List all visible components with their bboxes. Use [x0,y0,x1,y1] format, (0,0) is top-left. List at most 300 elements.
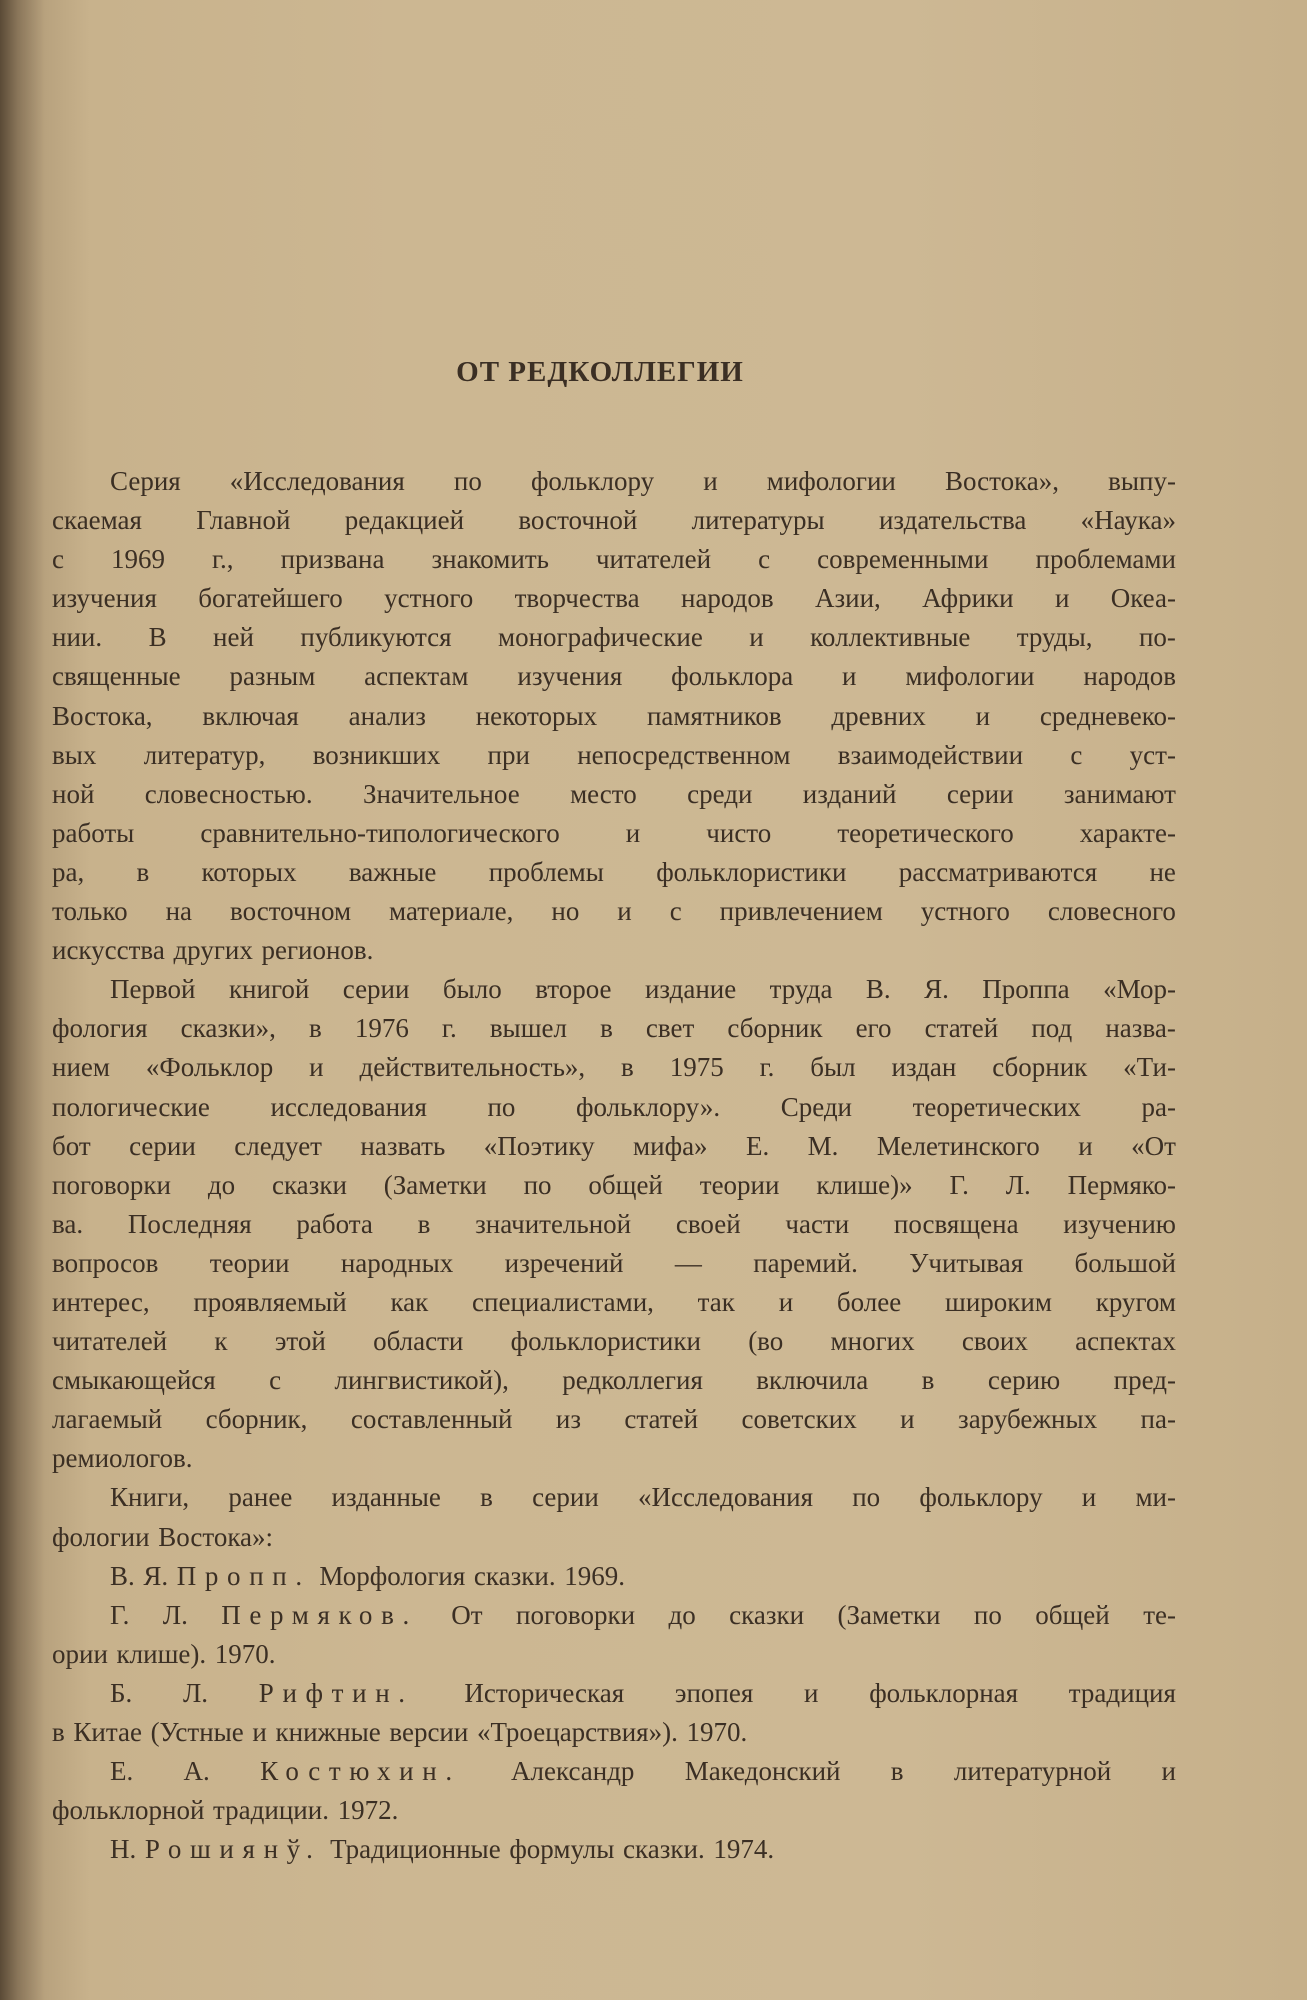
page-body [52,462,1176,1869]
word: 1969 [111,544,165,575]
word: 1974. [713,1834,775,1865]
word: части [785,1208,850,1239]
word: и [1081,1482,1097,1513]
word: Морфология [319,1560,466,1591]
word: (Устные [150,1717,244,1747]
author-name: Рифтин. [258,1677,414,1708]
word: ней [213,622,254,653]
book-entry-line [52,1713,1176,1752]
word: занимают [1063,778,1176,809]
word: ной [52,778,95,809]
word: к [214,1326,228,1357]
book-entry-line [52,1674,1176,1713]
word: изданные [331,1482,441,1513]
word: и [625,817,641,848]
word: включая [202,700,299,731]
paragraph-line [52,1400,1176,1439]
word: материале, [389,896,514,927]
word: следует [234,1130,322,1161]
word: и [1054,583,1070,614]
paragraph-line [52,892,1176,931]
word: по [487,1091,516,1122]
word: и [703,466,718,496]
word: древних [831,700,926,731]
word: Е. [745,1130,770,1161]
word: посвящена [893,1208,1019,1239]
word: и [842,661,857,692]
word: эпопея [674,1677,754,1708]
word: значительной [475,1208,632,1239]
word: 1970. [214,1638,276,1669]
word: ремиологов. [52,1443,193,1474]
paragraph-line [52,1439,1176,1478]
word: мифа» [633,1130,708,1161]
word: Л. [1005,1169,1031,1200]
word: книжные [275,1717,381,1747]
word: как [390,1286,429,1317]
word: Н. [110,1834,137,1865]
paragraph-line [52,1518,1176,1557]
word: читателей [52,1326,168,1357]
word: уст- [1129,739,1176,770]
word: специалистами, [472,1286,654,1317]
word: нием [52,1052,110,1083]
word: место [570,778,637,809]
word: проблемы [488,856,604,887]
word: па- [1140,1404,1176,1435]
paragraph-line [52,462,1176,501]
word: Востока», [944,466,1060,496]
word: вых [52,739,97,770]
word: назвать [360,1130,446,1161]
book-entry-line [52,1596,1176,1635]
word: в [890,1756,904,1787]
word: и [1078,1130,1093,1161]
paragraph-line [52,814,1176,853]
word: (во [748,1326,784,1357]
word: работы [52,817,135,848]
word: поговорки [516,1599,636,1630]
word: ва. [52,1208,84,1239]
paragraph-line [52,501,1176,540]
word: в [308,1013,322,1044]
word: 1970. [686,1717,748,1747]
word: лингвистикой), [334,1365,509,1396]
word: в [621,1052,634,1083]
word: фольклористики [510,1326,701,1357]
word: характе- [1079,817,1176,848]
word: и [900,1404,915,1435]
word: на [165,896,193,927]
word: включила [756,1365,869,1396]
word: с [1070,739,1083,770]
word: пред- [1113,1365,1176,1396]
word: советских [741,1404,857,1435]
word: «Поэтику [483,1130,595,1161]
word: «Исследования [638,1482,814,1513]
word: до [207,1169,236,1200]
word: и [749,622,764,653]
word: издан [891,1052,957,1083]
word: «Фольклор [145,1052,274,1083]
word: в [52,1717,65,1747]
word: М. [807,1130,839,1161]
word: Океа- [1110,583,1176,614]
paragraph-line [52,1009,1176,1048]
word: серии [532,1482,599,1513]
word: скаемая [52,505,142,536]
word: по- [1138,622,1176,653]
word: серии [129,1130,196,1161]
word: народных [340,1247,454,1278]
word: составленный [350,1404,513,1435]
word: труды, [1016,622,1093,653]
paragraph-line [52,1166,1176,1205]
word: серии [946,778,1014,809]
word: мифологии [905,661,1035,692]
word: при [487,739,530,770]
word: Последняя [127,1208,252,1239]
word: среди [687,778,753,809]
word: и [804,1677,819,1708]
word: в [136,856,150,887]
word: Китае [73,1717,142,1747]
word: Я. [924,974,949,1005]
word: рассматриваются [898,856,1098,887]
word: возникших [312,739,441,770]
paragraph-line [52,697,1176,736]
word: Среди [780,1091,853,1122]
word: изучению [1063,1208,1176,1239]
word: труда [769,974,833,1005]
word: под [1031,1013,1073,1044]
word: назва- [1105,1013,1176,1044]
word: Первой [110,974,196,1005]
word: привлечением [719,896,883,927]
book-entry-line [52,1830,1176,1869]
word: изданий [802,778,897,809]
word: г. [759,1052,775,1083]
word: его [855,1013,892,1044]
word: в [480,1482,493,1513]
word: знакомить [431,544,549,575]
word: литератур, [143,739,266,770]
word: с [269,1365,282,1396]
word: «От [1131,1130,1176,1161]
word: интерес, [52,1286,150,1317]
word: поговорки [52,1169,171,1200]
word: версии [389,1717,469,1747]
paragraph-line [52,736,1176,775]
word: Я. [143,1560,169,1591]
paragraph-line [52,657,1176,696]
paragraph-line [52,1478,1176,1517]
author-name: Рошиянў. [144,1834,322,1865]
word: своих [961,1326,1028,1357]
paragraph-line [52,1205,1176,1244]
word: Книги, [110,1482,190,1513]
word: анализ [348,700,426,731]
word: в [600,1013,613,1044]
word: по [973,1599,1002,1630]
word: сказки. [623,1834,705,1865]
word: фольклору [919,1482,1043,1513]
word: богатейшего [198,583,343,614]
word: проявляемый [193,1286,347,1317]
book-entry-line [52,1791,1176,1830]
word: не [1149,856,1176,887]
word: изучения [517,661,623,692]
word: по [523,1169,552,1200]
word: современными [817,544,989,575]
word: теории [699,1169,780,1200]
paragraph-line [52,1088,1176,1127]
word: Л. [162,1599,188,1630]
word: мифологии [766,466,896,496]
word: устного [384,583,474,614]
word: с [758,544,771,575]
word: Г. [110,1599,130,1630]
word: народов [681,583,774,614]
word: Македонский [684,1756,841,1787]
word: традиции. [213,1795,329,1826]
word: литературы [691,505,825,536]
word: сравнительно-типологического [200,817,560,848]
word: пологические [52,1091,210,1122]
word: Александр [511,1756,635,1787]
word: клише)» [816,1169,913,1200]
word: читателей [595,544,712,575]
word: аспектам [364,661,469,692]
word: 1975 [669,1052,724,1083]
word: но [551,896,580,927]
word: взаимодействии [837,739,1024,770]
word: Традиционные [330,1834,501,1865]
word: редколлегия [562,1365,703,1396]
word: «Троецарствия»). [476,1717,678,1747]
word: Значительное [362,778,520,809]
word: — [674,1247,702,1278]
word: Учитывая [909,1247,1024,1278]
word: «Мор- [1103,974,1176,1005]
word: чисто [706,817,772,848]
word: Востока, [52,700,153,731]
word: ми- [1135,1482,1176,1513]
author-name: Пропп. [176,1560,311,1591]
word: сборник [727,1013,823,1044]
word: Серия [110,466,181,496]
word: бот [52,1130,91,1161]
word: так [697,1286,735,1317]
word: и [309,1052,324,1083]
word: проблемами [1035,544,1176,575]
word: лагаемый [52,1404,163,1435]
word: регионов. [261,935,374,966]
word: разным [229,661,316,692]
word: Е. [110,1756,134,1787]
word: монографические [498,622,703,653]
word: и [1161,1756,1176,1787]
paragraph-line [52,1361,1176,1400]
word: Азии, [814,583,881,614]
word: г., [212,544,234,575]
word: искусства [52,935,165,966]
word: ра- [1141,1091,1176,1122]
word: действительность», [359,1052,586,1083]
word: народов [1083,661,1176,692]
word: (Заметки [383,1169,487,1200]
word: непосредственном [577,739,791,770]
word: Мелетинского [876,1130,1040,1161]
word: общей [1035,1599,1110,1630]
word: общей [588,1169,663,1200]
word: словесного [1047,896,1176,927]
word: книгой [228,974,310,1005]
word: памятников [646,700,782,731]
paragraph-line [52,853,1176,892]
word: зарубежных [958,1404,1098,1435]
word: в [921,1365,935,1396]
word: с [52,544,64,575]
word: серии [342,974,410,1005]
word: Историческая [464,1677,625,1708]
word: сказки [271,1169,347,1200]
word: творчества [514,583,640,614]
word: Л. [183,1677,209,1708]
word: теоретических [912,1091,1081,1122]
word: От [451,1599,483,1630]
paragraph-line [52,579,1176,618]
word: нии. [52,622,103,653]
word: изречений [504,1247,624,1278]
word: Проппа [982,974,1070,1005]
word: некоторых [475,700,598,731]
word: публикуются [300,622,452,653]
word: фольклору». [576,1091,721,1122]
word: других [173,935,253,966]
word: ории [52,1638,108,1669]
word: и [617,896,632,927]
word: редакцией [344,505,465,536]
paragraph-line [52,540,1176,579]
word: сборник, [205,1404,308,1435]
word: (Заметки [837,1599,941,1630]
word: многих [830,1326,915,1357]
word: с [669,896,682,927]
word: издательства [878,505,1027,536]
word: А. [183,1756,210,1787]
word: был [810,1052,856,1083]
word: по [852,1482,881,1513]
word: фология [52,1013,148,1044]
word: было [442,974,502,1005]
word: важные [348,856,437,887]
word: 1969. [564,1560,625,1591]
word: выпу- [1108,466,1176,496]
book-entry-line [52,1635,1176,1674]
book-entry-line [52,1557,1176,1596]
word: статей [624,1404,699,1435]
word: призвана [280,544,385,575]
word: серию [987,1365,1061,1396]
word: Г. [949,1169,969,1200]
word: устного [920,896,1010,927]
word: Главной [196,505,291,536]
word: ранее [228,1482,293,1513]
word: восточной [518,505,638,536]
word: фольклористики [656,856,847,887]
word: вышел [489,1013,567,1044]
word: фольклорной [52,1795,205,1826]
word: 1976 [354,1013,409,1044]
word: сказки. [473,1560,556,1591]
paragraph-line [52,1244,1176,1283]
word: восточном [230,896,352,927]
word: теории [209,1247,290,1278]
word: фольклору [530,466,655,496]
word: В. [110,1560,135,1591]
word: В. [865,974,891,1005]
word: Африки [922,583,1014,614]
book-entry-line [52,1752,1176,1791]
word: и [252,1717,267,1747]
word: паремий. [753,1247,858,1278]
word: «Ти- [1123,1052,1176,1083]
word: г. [441,1013,457,1044]
word: словесностью. [144,778,313,809]
page-title: ОТ РЕДКОЛЛЕГИИ [456,356,744,388]
word: по [453,466,482,496]
word: большой [1074,1247,1176,1278]
word: более [836,1286,902,1317]
word: второе [535,974,612,1005]
word: аспектах [1075,1326,1176,1357]
word: свет [645,1013,695,1044]
word: ра, [52,856,85,887]
word: работа [296,1208,373,1239]
word: сказки [729,1599,805,1630]
word: теоретического [837,817,1014,848]
word: «Наука» [1080,505,1176,536]
word: коллективные [810,622,971,653]
word: исследования [270,1091,427,1122]
paragraph-line [52,931,1176,970]
word: «Исследования [229,466,405,496]
word: фольклора [671,661,794,692]
paragraph-line [52,1127,1176,1166]
word: священные [52,661,181,692]
word: сказки», [180,1013,276,1044]
word: средневеко- [1039,700,1176,731]
word: вопросов [52,1247,159,1278]
word: сборник [992,1052,1088,1083]
paragraph-line [52,970,1176,1009]
word: которых [201,856,297,887]
word: те- [1143,1599,1176,1630]
paragraph-line [52,1048,1176,1087]
word: формулы [509,1834,615,1865]
word: широким [945,1286,1052,1317]
author-name: Костюхин. [260,1756,461,1787]
word: клише). [116,1638,207,1669]
word: только [52,896,128,927]
word: традиция [1068,1677,1176,1708]
word: до [668,1599,696,1630]
paragraph-line [52,775,1176,814]
word: статей [924,1013,999,1044]
word: в [417,1208,431,1239]
word: издание [644,974,737,1005]
